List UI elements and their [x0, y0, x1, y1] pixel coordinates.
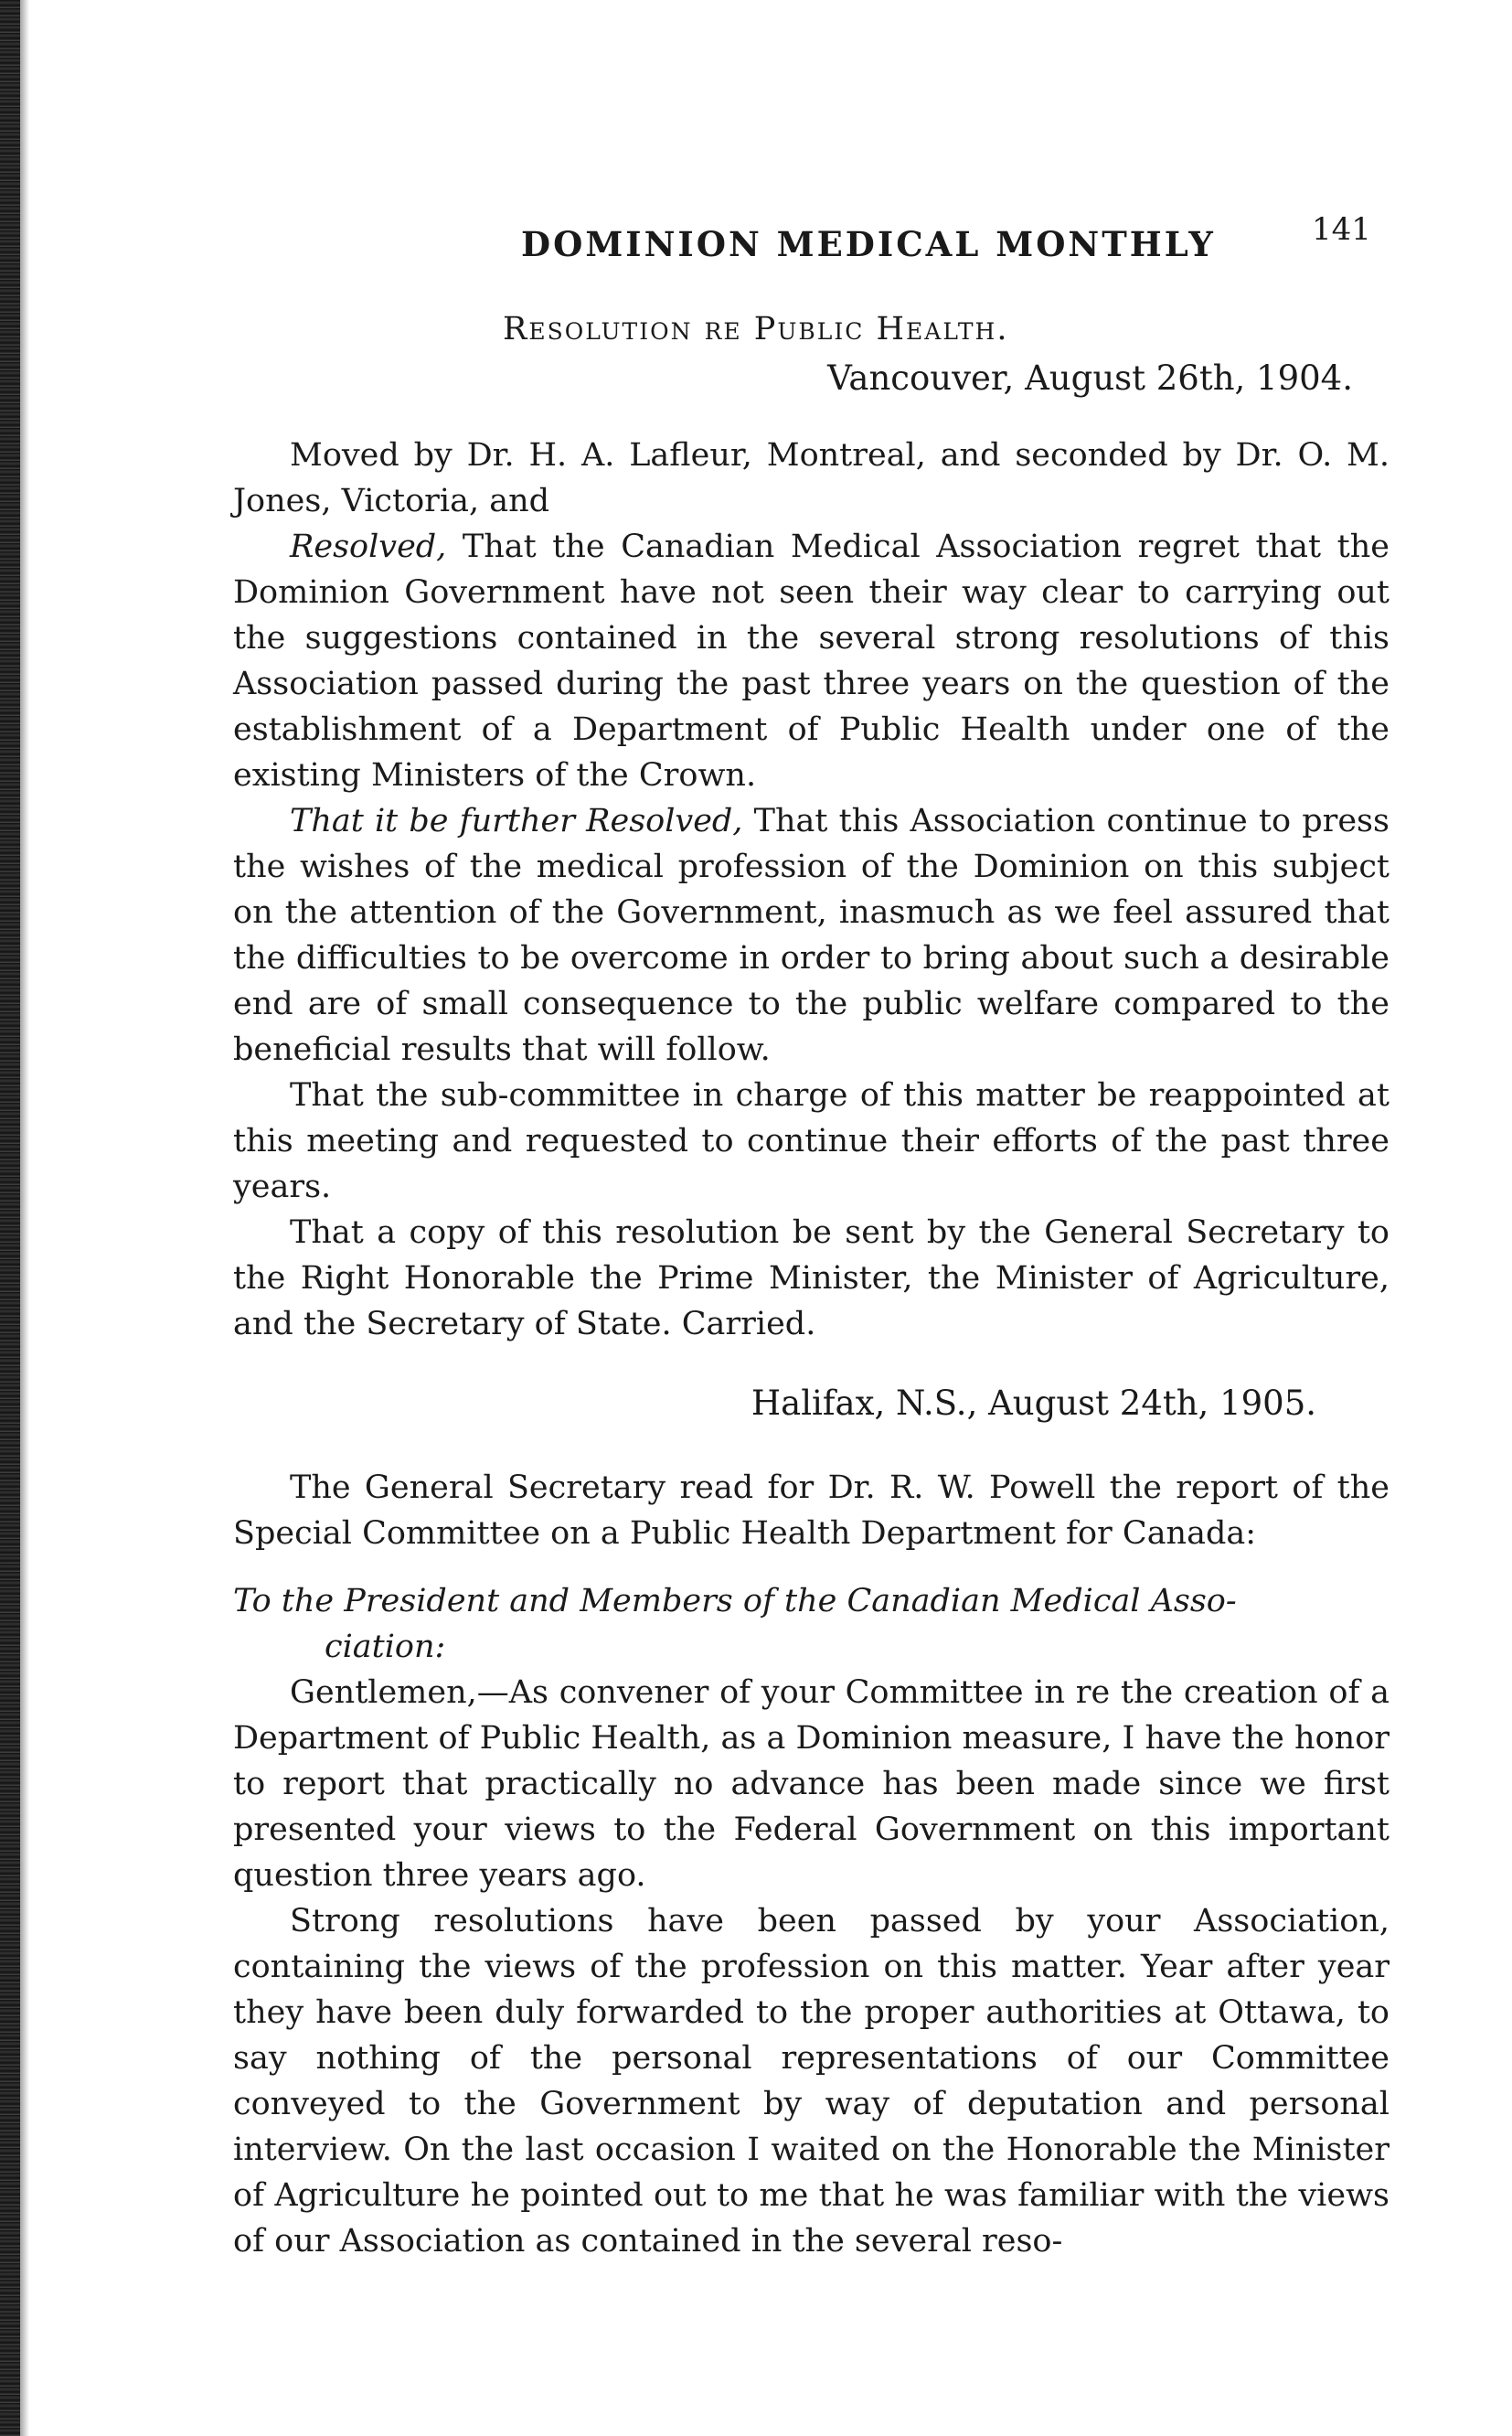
dateline-halifax: Halifax, N.S., August 24th, 1905. [751, 1384, 1316, 1423]
running-head: DOMINION MEDICAL MONTHLY [521, 224, 1216, 264]
section-title: Resolution re Public Health. [503, 311, 1009, 347]
report-address [233, 1578, 1390, 1670]
dateline-vancouver: Vancouver, August 26th, 1904. [827, 358, 1353, 398]
paragraph-resolved [233, 524, 1390, 798]
further-resolved-text: That this Association continue to press the wishes of the medical profession of the Dominion on this subject on the attention of the Government, inasmuch as we feel assured that the difficulties to be overcome in order to bring about such a desirable end are of small consequence to the public welfare compared to the beneficial results that will follow. [233, 803, 1390, 1068]
binding-shadow [20, 0, 29, 2436]
page-number: 141 [1312, 211, 1371, 248]
resolved-lead: Resolved, [290, 529, 447, 565]
address-line-2: ciation: [325, 1629, 446, 1665]
book-binding-edge [0, 0, 20, 2436]
paragraph-moved: Moved by Dr. H. A. Lafleur, Montreal, and seconded by Dr. O. M. Jones, Victoria, and [233, 437, 1390, 519]
paragraph-gentlemen: Gentlemen,—As convener of your Committee in re the creation of a Department of Public Health, as a Dominion measure, I have the honor to report that practically no advance has been made since we first presented your views to the Federal Government on this important question three years ago. [233, 1674, 1390, 1894]
paragraph-copy-sent: That a copy of this resolution be sent by the General Secretary to the Right Honorable the Prime Minister, the Minister of Agriculture, and the Secretary of State. Carried. [233, 1214, 1390, 1342]
paragraph-further-resolved [233, 798, 1390, 1073]
address-line-1: To the President and Members of the Canadian Medical Asso- [233, 1583, 1237, 1619]
paragraph-secretary-read: The General Secretary read for Dr. R. W. Powell the report of the Special Committee on a Public Health Department for Canada: [233, 1469, 1390, 1552]
document-page [233, 206, 1390, 2264]
paragraph-strong-resolutions: Strong resolutions have been passed by your Association, containing the views of the profession on this matter. Year after year they have been duly forwarded to the proper authorities at Ottawa, to say nothing of the personal representations of our Committee conveyed to the Government by way of deputation and personal interview. On the last occasion I waited on the Honorable the Minister of Agriculture he pointed out to me that he was familiar with the views of our Association as contained in the several reso- [233, 1903, 1390, 2260]
page-header [233, 206, 1390, 270]
paragraph-subcommittee: That the sub-committee in charge of this matter be reappointed at this meeting and requested to continue their efforts of the past three years. [233, 1077, 1390, 1205]
resolved-text: That the Canadian Medical Association regret that the Dominion Government have not seen their way clear to carrying out the suggestions contained in the several strong resolutions of this Association passed during the past three years on the question of the establishment of a Department of Public Health under one of the existing Ministers of the Crown. [233, 529, 1390, 794]
further-resolved-lead: That it be further Resolved, [290, 803, 743, 839]
